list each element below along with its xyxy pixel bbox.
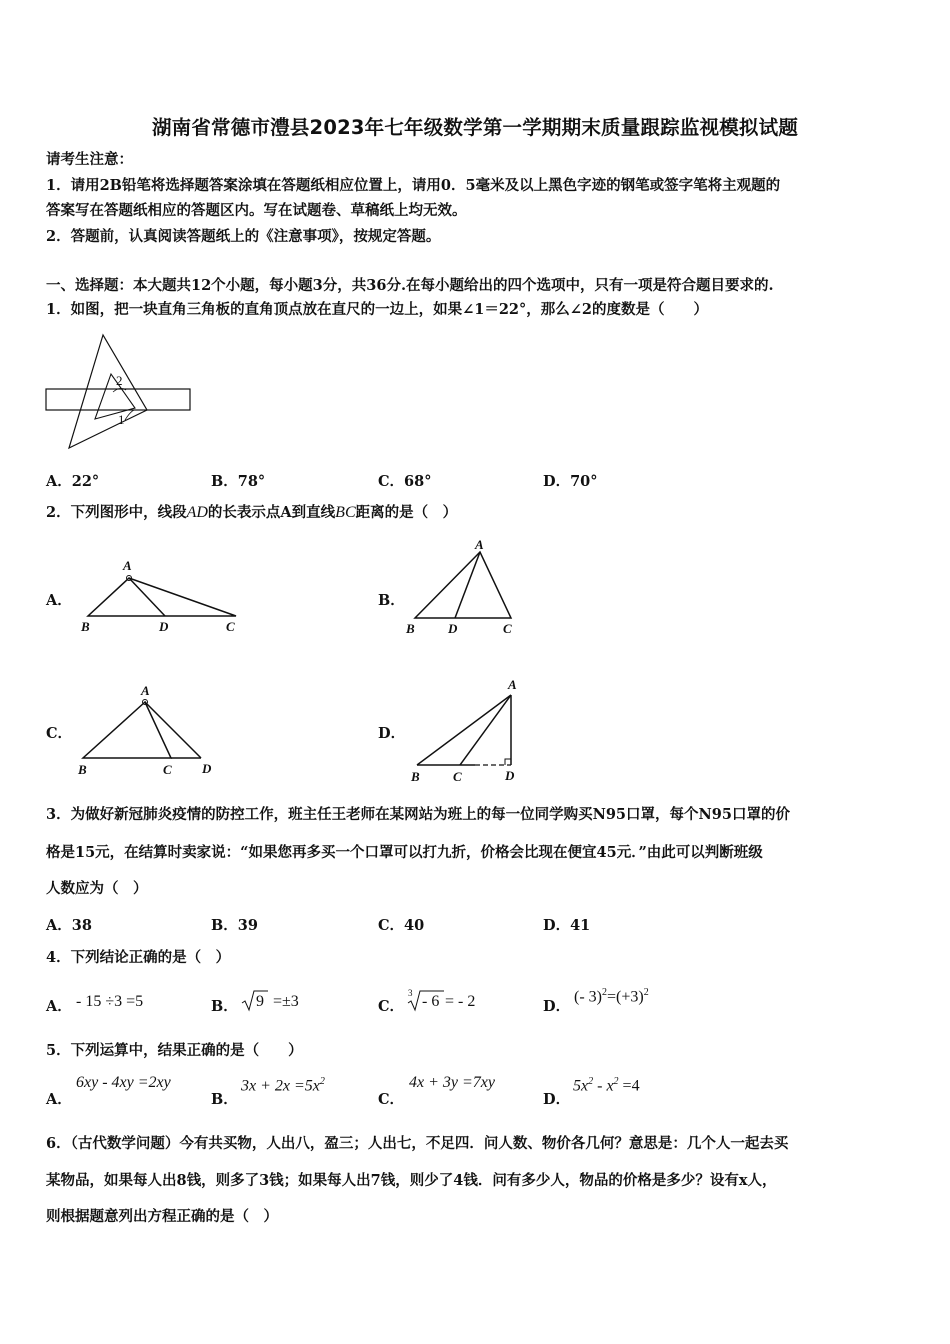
- question-4-math-d-left: (- 3): [574, 988, 602, 1006]
- segment-ad: AD: [186, 504, 208, 521]
- question-5-math-a: 6xy - 4xy =2xy: [76, 1074, 171, 1091]
- notice-heading: 请考生注意：: [46, 151, 133, 168]
- question-5-math-d-exp-2: 2: [613, 1076, 619, 1087]
- question-5-option-a[interactable]: A．: [46, 1091, 72, 1108]
- question-2-stem: [46, 503, 906, 523]
- question-5-math-b-expr: 3x + 2x =5x: [241, 1077, 320, 1095]
- question-5-option-d[interactable]: D．: [543, 1091, 571, 1108]
- question-4-math-d: [574, 987, 649, 1006]
- question-2-figure-b: [403, 537, 523, 637]
- question-1-option-c[interactable]: C．68°: [378, 473, 432, 490]
- figure-c-label-d: D: [202, 761, 212, 776]
- question-1-figure: [40, 330, 200, 455]
- notice-item-1-line-2: 答案写在答题纸相应的答题区内。写在试题卷、草稿纸上均无效。: [46, 202, 467, 219]
- question-4-option-d[interactable]: D．: [543, 998, 571, 1015]
- question-3-option-d[interactable]: D．41: [543, 917, 591, 934]
- question-2-stem-post: 距离的是（ ）: [355, 504, 458, 521]
- angle-1-label: 1: [118, 412, 125, 427]
- figure-b-label-d: D: [448, 621, 458, 636]
- question-5-math-c: 4x + 3y =7xy: [409, 1074, 495, 1091]
- question-5-math-d-2: - x: [593, 1077, 614, 1095]
- question-4-math-a: - 15 ÷3 =5: [76, 993, 144, 1010]
- question-1-option-d[interactable]: D．70°: [543, 473, 598, 490]
- question-4-math-d-right: =(+3): [606, 988, 644, 1006]
- question-5-math-d-exp-1: 2: [588, 1076, 594, 1087]
- figure-c-label-b: B: [78, 762, 87, 777]
- question-3-line-3: 人数应为（ ）: [46, 880, 148, 897]
- question-3-option-b[interactable]: B．39: [211, 917, 258, 934]
- question-2-option-b[interactable]: B．: [378, 592, 405, 609]
- outer-triangle: [69, 335, 147, 448]
- question-2-option-d[interactable]: D．: [378, 725, 406, 742]
- section-heading: 一、选择题：本大题共12个小题，每小题3分，共36分.在每小题给出的四个选项中，只有一项是符合题目要求的.: [46, 277, 774, 294]
- question-2-option-c[interactable]: C．: [46, 725, 73, 742]
- question-4-math-c-rest: = - 2: [445, 993, 476, 1010]
- question-4-stem: 4．下列结论正确的是（ ）: [46, 949, 231, 966]
- question-3-line-1: 3．为做好新冠肺炎疫情的防控工作，班主任王老师在某网站为班上的每一位同学购买N95口罩，每个N95口罩的价: [46, 806, 790, 823]
- question-5-math-b: [241, 1076, 325, 1095]
- question-4-option-a[interactable]: A．: [46, 998, 72, 1015]
- figure-b-label-b: B: [406, 621, 415, 636]
- question-2-figure-c: [75, 682, 225, 782]
- question-1-option-b[interactable]: B．78°: [211, 473, 266, 490]
- question-5-option-b[interactable]: B．: [211, 1091, 238, 1108]
- question-4-math-b-rest: =±3: [273, 993, 299, 1010]
- inner-triangle: [95, 374, 135, 419]
- question-6-line-2: 某物品，如果每人出8钱，则多了3钱；如果每人出7钱，则少了4钱．问有多少人，物品的价格是多少？设有x人，: [46, 1172, 777, 1189]
- question-2-figure-a: [75, 555, 245, 635]
- question-5-math-d: [573, 1076, 640, 1095]
- question-4-math-d-exp-1: 2: [601, 987, 607, 998]
- question-5-option-c[interactable]: C．: [378, 1091, 405, 1108]
- sqrt-symbol-b: [240, 988, 270, 1014]
- ruler: [46, 389, 190, 410]
- figure-a-label-b: B: [81, 619, 90, 634]
- question-5-math-d-1: 5x: [573, 1077, 589, 1095]
- page-title: 湖南省常德市澧县2023年七年级数学第一学期期末质量跟踪监视模拟试题: [151, 116, 799, 139]
- question-6-line-3: 则根据题意列出方程正确的是（ ）: [46, 1208, 278, 1225]
- figure-b-label-c: C: [503, 621, 512, 636]
- question-4-math-c-radicand: - 6: [422, 993, 440, 1010]
- notice-item-2: 2．答题前，认真阅读答题纸上的《注意事项》，按规定答题。: [46, 228, 441, 245]
- question-1-option-a[interactable]: A．22°: [46, 473, 100, 490]
- question-3-option-c[interactable]: C．40: [378, 917, 425, 934]
- question-6-line-1: 6．（古代数学问题）今有共买物，人出八，盈三；人出七，不足四．问人数、物价各几何？意思是：几个人一起去买: [46, 1135, 789, 1152]
- figure-d-label-b: B: [411, 769, 420, 784]
- figure-c-label-a: A: [141, 683, 150, 698]
- question-2-figure-d: [405, 675, 535, 787]
- question-4-option-c[interactable]: C．: [378, 998, 405, 1015]
- question-5-math-d-3: =4: [618, 1077, 640, 1095]
- figure-a-label-c: C: [226, 619, 235, 634]
- question-2-option-a[interactable]: A．: [46, 592, 72, 609]
- figure-a-label-d: D: [159, 619, 169, 634]
- notice-item-1-line-1: 1．请用2B铅笔将选择题答案涂填在答题纸相应位置上，请用0．5毫米及以上黑色字迹的钢笔或签字笔将主观题的: [46, 177, 781, 194]
- question-1-stem: 1．如图，把一块直角三角板的直角顶点放在直尺的一边上，如果∠1＝22°，那么∠2的度数是（ ）: [46, 301, 708, 318]
- figure-b-label-a: A: [475, 537, 484, 552]
- question-4-option-b[interactable]: B．: [211, 998, 238, 1015]
- question-3-line-2: 格是15元，在结算时卖家说：“如果您再多买一个口罩可以打九折，价格会比现在便宜45元．”由此可以判断班级: [46, 844, 763, 861]
- question-4-math-d-exp-2: 2: [643, 987, 649, 998]
- question-2-stem-mid: 的长表示点A到直线: [207, 504, 336, 521]
- figure-d-label-c: C: [453, 769, 462, 784]
- angle-2-label: 2: [116, 373, 123, 388]
- question-4-math-b-radicand: 9: [256, 993, 264, 1010]
- figure-d-label-a: A: [508, 677, 517, 692]
- question-5-math-b-exp: 2: [319, 1076, 325, 1087]
- figure-d-label-d: D: [505, 768, 515, 783]
- figure-c-label-c: C: [163, 762, 172, 777]
- question-3-option-a[interactable]: A．38: [46, 917, 92, 934]
- question-2-stem-pre: 2．下列图形中，线段: [46, 504, 187, 521]
- line-bc: BC: [335, 504, 356, 521]
- question-5-stem: 5．下列运算中，结果正确的是（ ）: [46, 1042, 303, 1059]
- question-4-math-c-index: 3: [408, 988, 413, 998]
- figure-a-label-a: A: [123, 558, 132, 573]
